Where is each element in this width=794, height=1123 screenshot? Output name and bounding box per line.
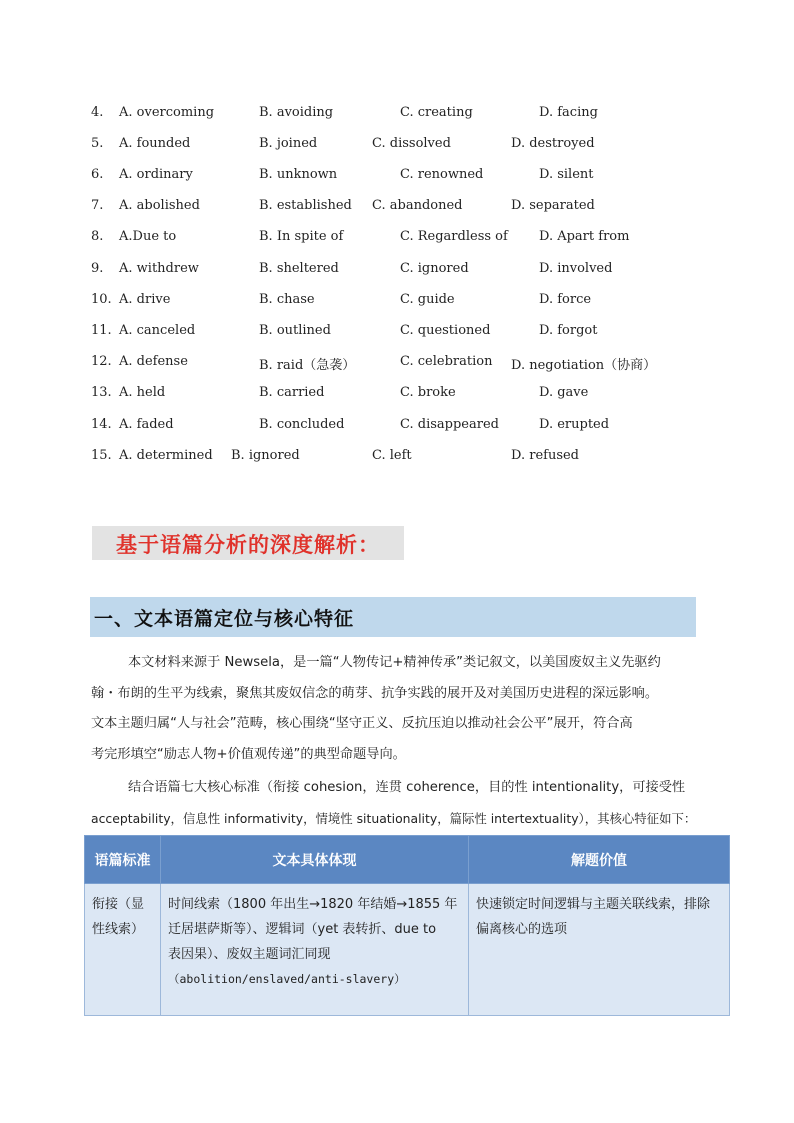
option-a: A. defense xyxy=(119,354,188,369)
section-title-bar xyxy=(90,597,696,637)
evidence-terms: （abolition/enslaved/anti-slavery） xyxy=(168,972,406,986)
question-number: 9. xyxy=(91,261,104,276)
question-number: 15. xyxy=(91,448,112,463)
option-b: B. joined xyxy=(259,136,318,151)
option-d: D. refused xyxy=(511,448,580,463)
option-b: B. sheltered xyxy=(259,261,339,276)
paragraph-line: acceptability，信息性 informativity，情境性 situationality，篇际性 intertextuality），其核心特征如下： xyxy=(91,810,697,826)
option-a: A. founded xyxy=(119,136,191,151)
table-cell-value: 快速锁定时间逻辑与主题关联线索，排除偏离核心的选项 xyxy=(469,884,730,1016)
question-number: 5. xyxy=(91,136,104,151)
option-a: A.Due to xyxy=(119,229,177,244)
question-number: 13. xyxy=(91,385,112,400)
analysis-heading xyxy=(92,526,404,560)
evidence-line: 时间线索（1800 年出生→1820 年结婚→1855 年 xyxy=(168,897,458,912)
criteria-table xyxy=(84,835,730,1016)
option-d: D. negotiation（协商） xyxy=(511,358,657,373)
option-b: B. concluded xyxy=(259,417,345,432)
option-b: B. outlined xyxy=(259,323,331,338)
question-number: 12. xyxy=(91,354,112,369)
paragraph-intro xyxy=(91,648,701,770)
option-c: C. celebration xyxy=(400,354,493,369)
option-d: D. involved xyxy=(539,261,613,276)
option-b: B. carried xyxy=(259,385,325,400)
option-d: D. silent xyxy=(539,167,594,182)
paragraph-line: 结合语篇七大核心标准（衔接 cohesion，连贯 coherence，目的性 intentionality，可接受性 xyxy=(128,780,686,795)
option-d: D. Apart from xyxy=(539,229,630,244)
option-c: C. questioned xyxy=(400,323,491,338)
option-d: D. separated xyxy=(511,198,595,213)
paragraph-line: 翰・布朗的生平为线索，聚焦其废奴信念的萌芽、抗争实践的展开及对美国历史进程的深远影响。 xyxy=(91,685,659,701)
paragraph-line: 考完形填空“励志人物+价值观传递”的典型命题导向。 xyxy=(91,746,406,762)
option-c: C. ignored xyxy=(400,261,469,276)
table-header-standard: 语篇标准 xyxy=(85,836,161,884)
evidence-line: 表因果）、废奴主题词汇同现 xyxy=(168,947,331,962)
option-c: C. disappeared xyxy=(400,417,499,432)
option-c: C. guide xyxy=(400,292,455,307)
table-header-value: 解题价值 xyxy=(469,836,730,884)
question-number: 4. xyxy=(91,105,104,120)
table-row xyxy=(85,884,730,1016)
option-a: A. drive xyxy=(119,292,171,307)
option-c: C. dissolved xyxy=(372,136,451,151)
option-b: B. ignored xyxy=(231,448,300,463)
section-title: 一、文本语篇定位与核心特征 xyxy=(94,608,355,630)
question-number: 11. xyxy=(91,323,112,338)
option-a: A. ordinary xyxy=(119,167,193,182)
option-c: C. left xyxy=(372,448,412,463)
option-a: A. determined xyxy=(119,448,213,463)
table-cell-evidence xyxy=(161,884,469,1016)
question-number: 14. xyxy=(91,417,112,432)
option-a: A. canceled xyxy=(119,323,196,338)
option-d: D. gave xyxy=(539,385,589,400)
option-d: D. erupted xyxy=(539,417,610,432)
option-c: C. creating xyxy=(400,105,473,120)
option-b: B. raid（急袭） xyxy=(259,358,356,373)
question-number: 8. xyxy=(91,229,104,244)
option-c: C. Regardless of xyxy=(400,229,508,244)
option-c: C. broke xyxy=(400,385,456,400)
evidence-line: 迁居堪萨斯等）、逻辑词（yet 表转折、due to xyxy=(168,922,437,937)
question-number: 6. xyxy=(91,167,104,182)
option-d: D. destroyed xyxy=(511,136,595,151)
option-d: D. forgot xyxy=(539,323,598,338)
paragraph-line: 文本主题归属“人与社会”范畴，核心围绕“坚守正义、反抗压迫以推动社会公平”展开，符合高 xyxy=(91,716,633,731)
question-number: 10. xyxy=(91,292,112,307)
paragraph-line: 本文材料来源于 Newsela，是一篇“人物传记+精神传承”类记叙文，以美国废奴主义先驱约 xyxy=(128,655,661,670)
option-b: B. In spite of xyxy=(259,229,344,244)
option-a: A. overcoming xyxy=(119,105,215,120)
option-a: A. held xyxy=(119,385,166,400)
option-a: A. faded xyxy=(119,417,174,432)
paragraph-criteria xyxy=(91,773,701,834)
option-a: A. withdrew xyxy=(119,261,199,276)
table-header-evidence: 文本具体体现 xyxy=(161,836,469,884)
option-d: D. force xyxy=(539,292,592,307)
option-b: B. established xyxy=(259,198,352,213)
option-c: C. abandoned xyxy=(372,198,463,213)
question-number: 7. xyxy=(91,198,104,213)
option-b: B. chase xyxy=(259,292,315,307)
option-b: B. unknown xyxy=(259,167,338,182)
analysis-heading-text: 基于语篇分析的深度解析： xyxy=(116,533,380,557)
option-c: C. renowned xyxy=(400,167,484,182)
table-header-row xyxy=(85,836,730,884)
option-d: D. facing xyxy=(539,105,598,120)
option-b: B. avoiding xyxy=(259,105,334,120)
option-a: A. abolished xyxy=(119,198,200,213)
table-cell-standard: 衔接（显性线索） xyxy=(85,884,161,1016)
